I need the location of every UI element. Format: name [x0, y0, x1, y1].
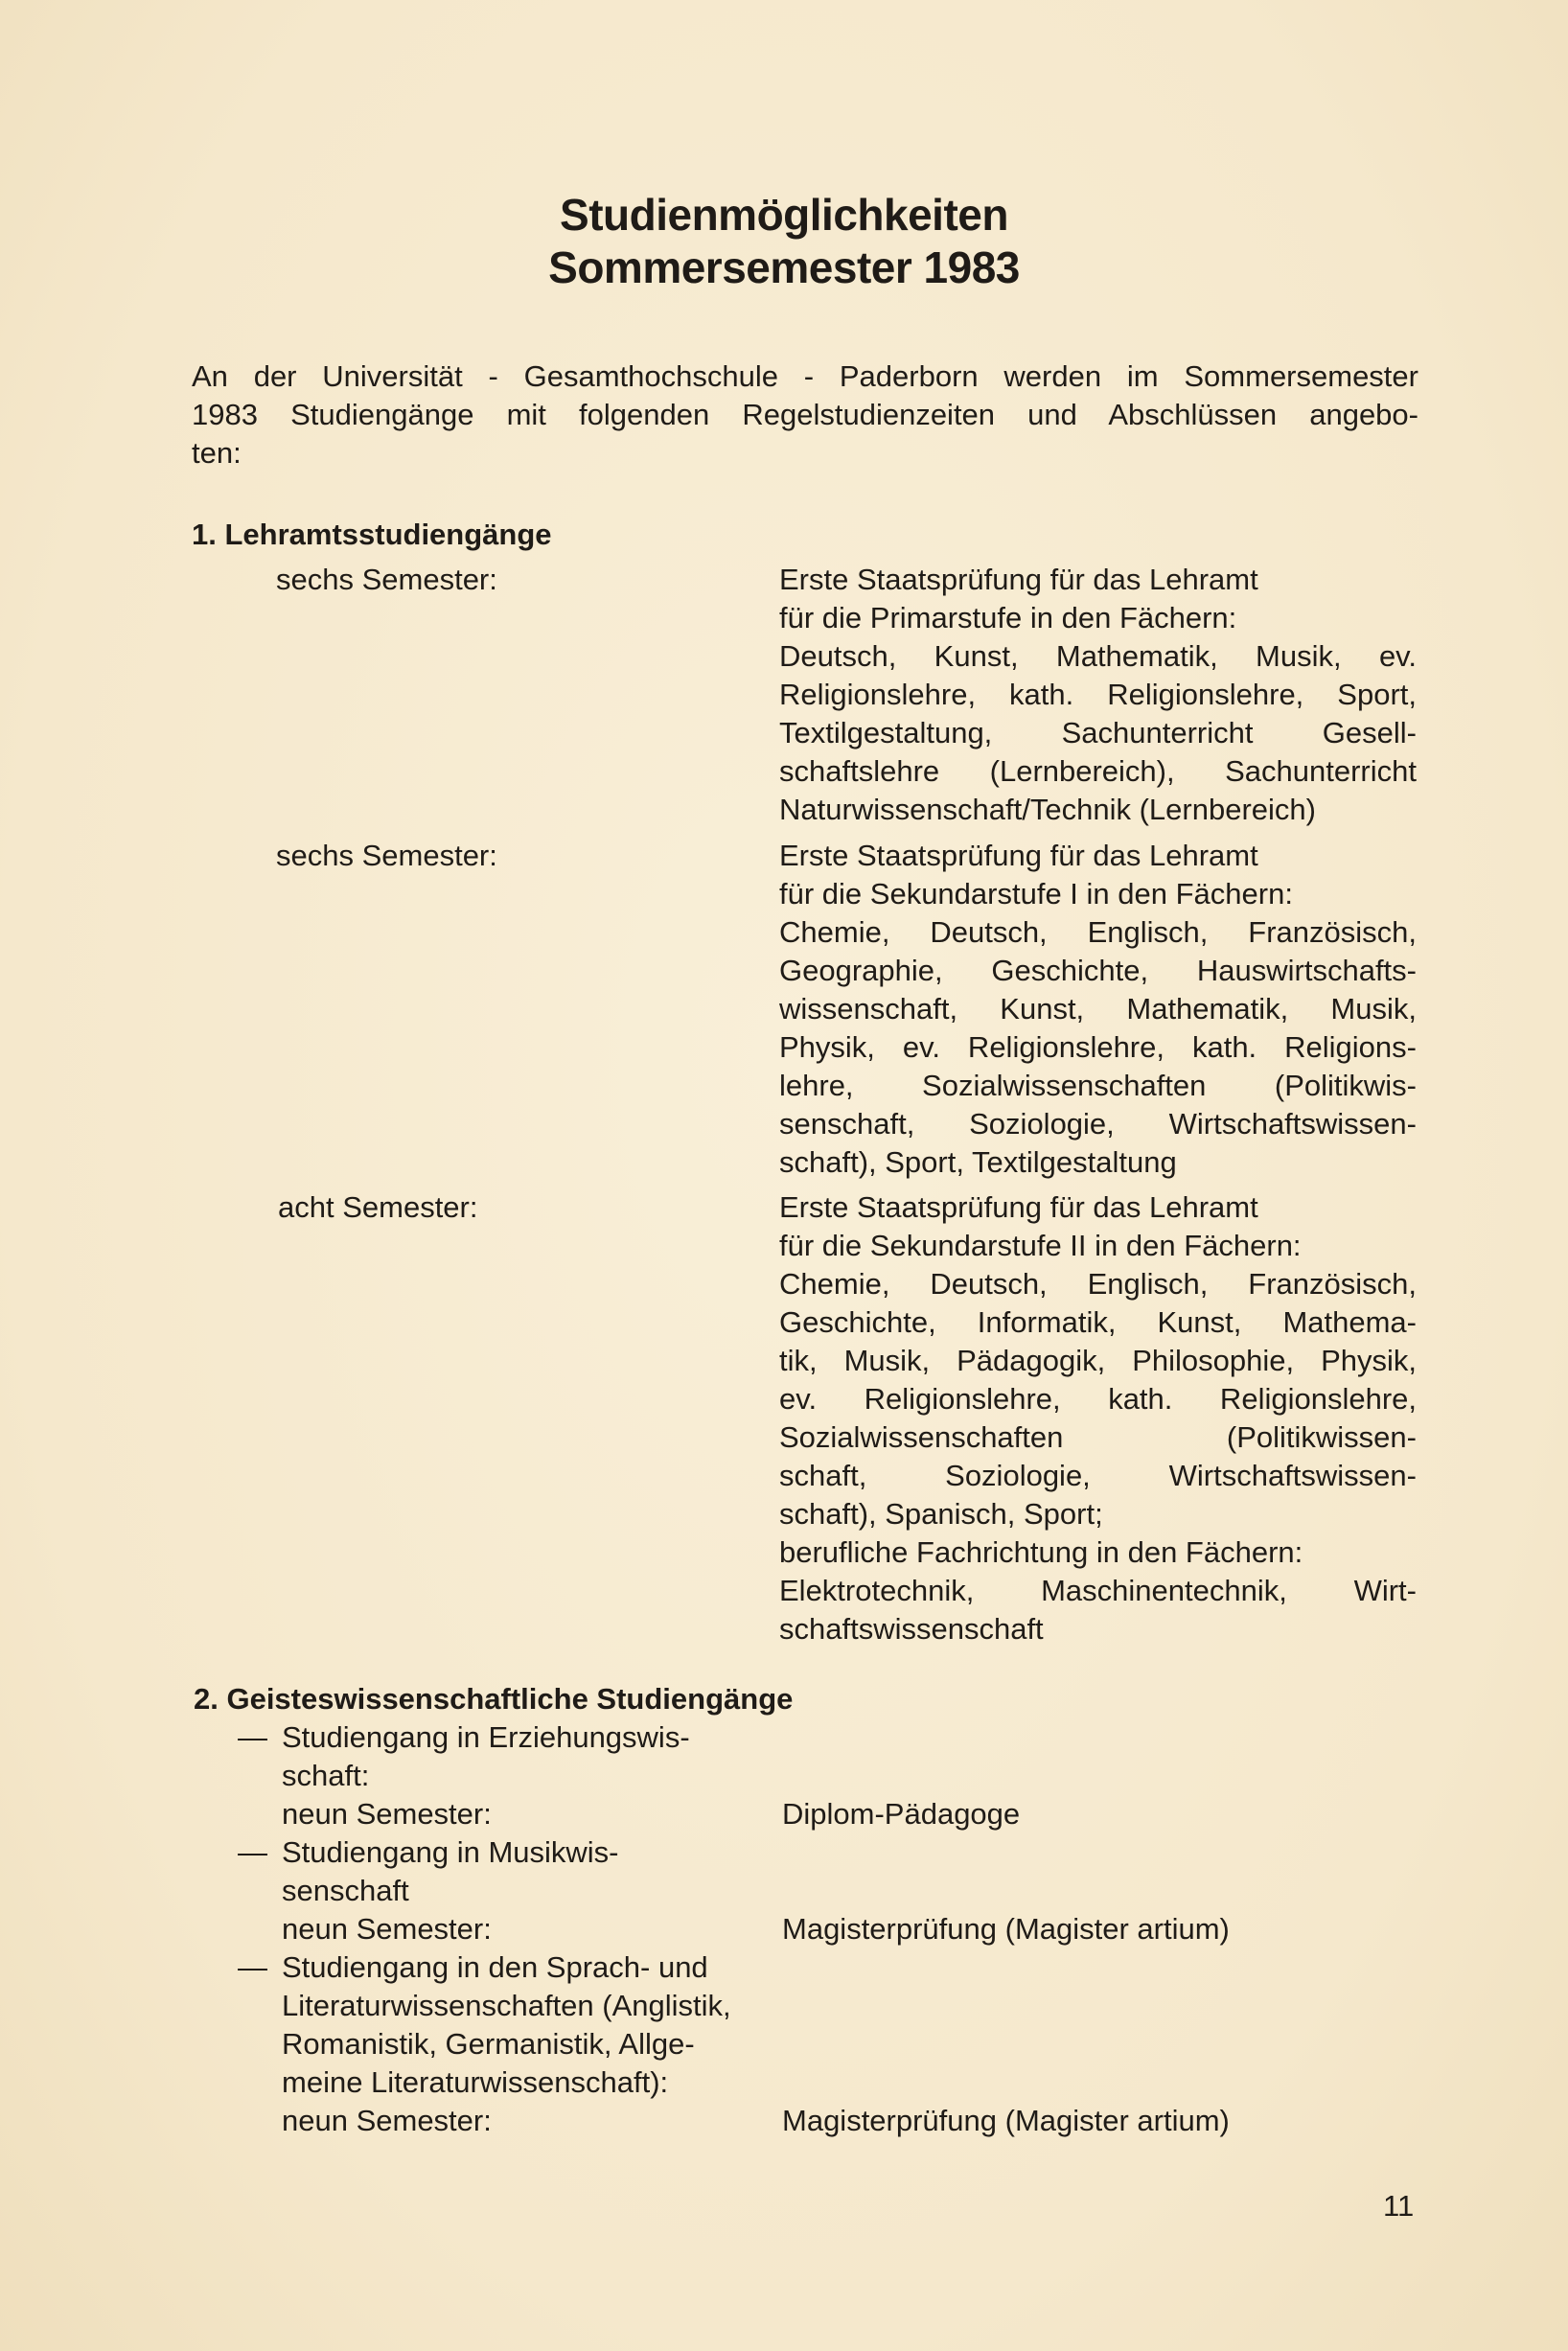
desc-line: senschaft, Soziologie, Wirtschaftswissen- — [779, 1107, 1417, 1141]
desc-line: Geschichte, Informatik, Kunst, Mathema- — [779, 1305, 1417, 1339]
program-name-line: meine Literaturwissenschaft): — [282, 2065, 669, 2099]
list-dash: — — [238, 1720, 267, 1754]
program-name-line: schaft: — [282, 1759, 370, 1792]
desc-line: schaftswissenschaft — [779, 1612, 1044, 1646]
desc-line: ev. Religionslehre, kath. Religionslehre, — [779, 1382, 1417, 1416]
desc-line: für die Primarstufe in den Fächern: — [779, 601, 1237, 634]
section-1-heading: 1. Lehramtsstudiengänge — [192, 518, 552, 551]
program-1-degree: Diplom-Pädagoge — [782, 1797, 1021, 1831]
intro-line: ten: — [192, 436, 242, 470]
entry-1-label: sechs Semester: — [276, 563, 497, 596]
entry-2-label: sechs Semester: — [276, 839, 497, 872]
page-number: 11 — [1383, 2189, 1415, 2223]
entry-3-description — [779, 1188, 1417, 1648]
desc-line: schaftslehre (Lernbereich), Sachunterricht — [779, 754, 1417, 788]
desc-line: Textilgestaltung, Sachunterricht Gesell- — [779, 716, 1417, 749]
program-name-line: Literaturwissenschaften (Anglistik, — [282, 1989, 731, 2022]
program-1-duration: neun Semester: — [282, 1797, 492, 1831]
desc-line: Religionslehre, kath. Religionslehre, Sport, — [779, 678, 1417, 711]
program-name-line: Studiengang in Erziehungswis- — [282, 1720, 690, 1754]
desc-line: schaft), Spanisch, Sport; — [779, 1497, 1103, 1531]
intro-line: An der Universität - Gesamthochschule - Paderborn werden im Sommersemester — [192, 359, 1418, 393]
program-name-line: Romanistik, Germanistik, Allge- — [282, 2027, 695, 2061]
program-2-degree: Magisterprüfung (Magister artium) — [782, 1912, 1230, 1946]
program-3-name — [282, 1948, 731, 2102]
program-name-line: senschaft — [282, 1874, 409, 1907]
program-3-degree: Magisterprüfung (Magister artium) — [782, 2104, 1230, 2137]
desc-line: Elektrotechnik, Maschinentechnik, Wirt- — [779, 1574, 1417, 1607]
desc-line: schaft, Soziologie, Wirtschaftswissen- — [779, 1459, 1417, 1492]
desc-line: Physik, ev. Religionslehre, kath. Religions- — [779, 1030, 1417, 1064]
program-name-line: Studiengang in den Sprach- und — [282, 1950, 708, 1984]
desc-line: wissenschaft, Kunst, Mathematik, Musik, — [779, 992, 1417, 1026]
page-title-line-2: Sommersemester 1983 — [548, 242, 1020, 292]
section-2-heading: 2. Geisteswissenschaftliche Studiengänge — [194, 1682, 794, 1716]
desc-line: für die Sekundarstufe II in den Fächern: — [779, 1229, 1302, 1262]
program-1-name — [282, 1718, 690, 1795]
desc-line: Erste Staatsprüfung für das Lehramt — [779, 1190, 1258, 1224]
desc-line: lehre, Sozialwissenschaften (Politikwis- — [779, 1069, 1417, 1102]
desc-line: Erste Staatsprüfung für das Lehramt — [779, 563, 1258, 596]
desc-line: berufliche Fachrichtung in den Fächern: — [779, 1535, 1303, 1569]
desc-line: Sozialwissenschaften (Politikwissen- — [779, 1420, 1417, 1454]
desc-line: für die Sekundarstufe I in den Fächern: — [779, 877, 1293, 910]
program-name-line: Studiengang in Musikwis- — [282, 1835, 619, 1869]
desc-line: schaft), Sport, Textilgestaltung — [779, 1145, 1177, 1179]
desc-line: Naturwissenschaft/Technik (Lernbereich) — [779, 793, 1316, 826]
list-dash: — — [238, 1950, 267, 1984]
desc-line: Chemie, Deutsch, Englisch, Französisch, — [779, 915, 1417, 949]
desc-line: Deutsch, Kunst, Mathematik, Musik, ev. — [779, 639, 1417, 673]
program-2-duration: neun Semester: — [282, 1912, 492, 1946]
desc-line: Erste Staatsprüfung für das Lehramt — [779, 839, 1258, 872]
desc-line: Chemie, Deutsch, Englisch, Französisch, — [779, 1267, 1417, 1301]
entry-1-description — [779, 561, 1417, 829]
intro-line: 1983 Studiengänge mit folgenden Regelstudienzeiten und Abschlüssen angebo- — [192, 398, 1418, 431]
desc-line: tik, Musik, Pädagogik, Philosophie, Physik, — [779, 1344, 1417, 1377]
entry-3-label: acht Semester: — [278, 1190, 478, 1224]
desc-line: Geographie, Geschichte, Hauswirtschafts- — [779, 954, 1417, 987]
page-title-line-1: Studienmöglichkeiten — [560, 190, 1008, 240]
program-3-duration: neun Semester: — [282, 2104, 492, 2137]
program-2-name — [282, 1833, 619, 1910]
list-dash: — — [238, 1835, 267, 1869]
intro-paragraph — [192, 357, 1418, 473]
entry-2-description — [779, 837, 1417, 1182]
